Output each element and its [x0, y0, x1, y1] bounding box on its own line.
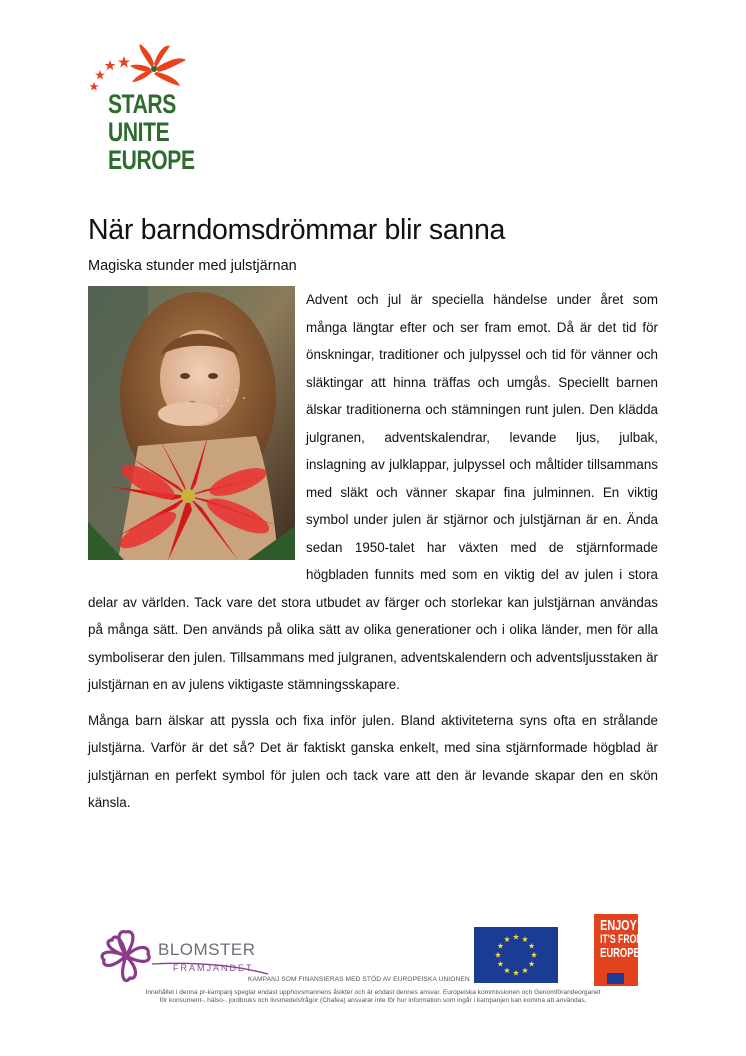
enjoy-eu-flag-icon [607, 973, 624, 984]
article-paragraph-2: Många barn älskar att pyssla och fixa inför julen. Bland aktiviteterna syns ofta en strålande julstjärna. Varför är det så? Det är faktiskt ganska enkelt, med sina stjärnformade högblad är julstjärnan en perfekt symbol för julen och tack vare att den är levande skapar den en skön känsla. [88, 712, 658, 810]
disclaimer-line-2: för konsument-, hälso-, jordbruks och livsmedelsfrågor (Chafea) ansvarar inte för hur information som ingår i kampanjen kan komma att användas. [159, 997, 587, 1004]
eu-star [529, 961, 535, 967]
eu-star [522, 936, 528, 942]
eu-star [495, 952, 501, 958]
enjoy-line-2: IT'S FROM [600, 932, 644, 946]
campaign-funding-line: KAMPANJ SOM FINANSIERAS MED STÖD AV EUROPEISKA UNIONEN [248, 976, 470, 983]
disclaimer [100, 989, 646, 1005]
photo-wrap-spacer [88, 286, 306, 562]
footer [0, 910, 746, 1030]
lily-flower-with-stars-icon [88, 42, 192, 92]
logo-line-europe: EUROPE [108, 145, 195, 175]
blomster-subtitle: FRÄMJANDET [173, 963, 254, 973]
eu-star [497, 943, 503, 949]
flower-outline-icon [96, 926, 156, 990]
article-body [88, 286, 658, 817]
eu-star [531, 952, 537, 958]
eu-flag-icon [474, 927, 558, 983]
eu-star [529, 943, 535, 949]
article-paragraph-1: Advent och jul är speciella händelse under året som många längtar efter och ser fram emot. Då är det tid för önskningar, traditioner och julpyssel och tid för vänner och släktingar att hinna träffas och umgås. Speciellt barnen älskar traditionerna och stämningen runt julen. Den klädda julgranen, adventskalendrar, levande ljus, julbak, inslagning av julklappar, julpyssel och måltider tillsammans med släkt och vänner skapar fina julminnen. En viktig symbol under julen är stjärnor och julstjärnan är en. Ända sedan 1950-talet har växten med de stjärnformade högbladen funnits med som en viktig del av julen i stora delar av världen. Tack vare det stora utbudet av färger och storlekar kan julstjärnan användas på många sätt. Den används på olika sätt av olika generationer och i olika länder, men för alla symboliserar den julen. Tillsammans med julgranen, adventskalendern och adventsljusstaken är julstjärnan en av julens viktigaste stämningsskapare. [88, 292, 658, 692]
eu-star [513, 934, 519, 940]
eu-star [504, 967, 510, 973]
blomster-name: BLOMSTER [158, 940, 256, 959]
article-subtitle: Magiska stunder med julstjärnan [88, 258, 297, 274]
enjoy-line-3: EUROPE [600, 945, 640, 960]
enjoy-logo-text [600, 917, 644, 960]
logo-wordmark [108, 89, 195, 175]
article-title: När barndomsdrömmar blir sanna [88, 214, 506, 246]
logo-line-unite: UNITE [108, 117, 170, 147]
eu-star [504, 936, 510, 942]
eu-star [522, 967, 528, 973]
logo-line-stars: STARS [108, 89, 176, 119]
stars-unite-europe-logo [88, 42, 195, 180]
enjoy-line-1: ENJOY [600, 917, 637, 934]
enjoy-its-from-europe-logo [594, 914, 644, 986]
eu-star [513, 970, 519, 976]
eu-star [497, 961, 503, 967]
disclaimer-line-1: Innehållet i denna pr-kampanj speglar endast upphovsmannens åsikter och är endast dennes ansvar. Europeiska kommissionen och Genomförandeorganet [145, 989, 601, 996]
